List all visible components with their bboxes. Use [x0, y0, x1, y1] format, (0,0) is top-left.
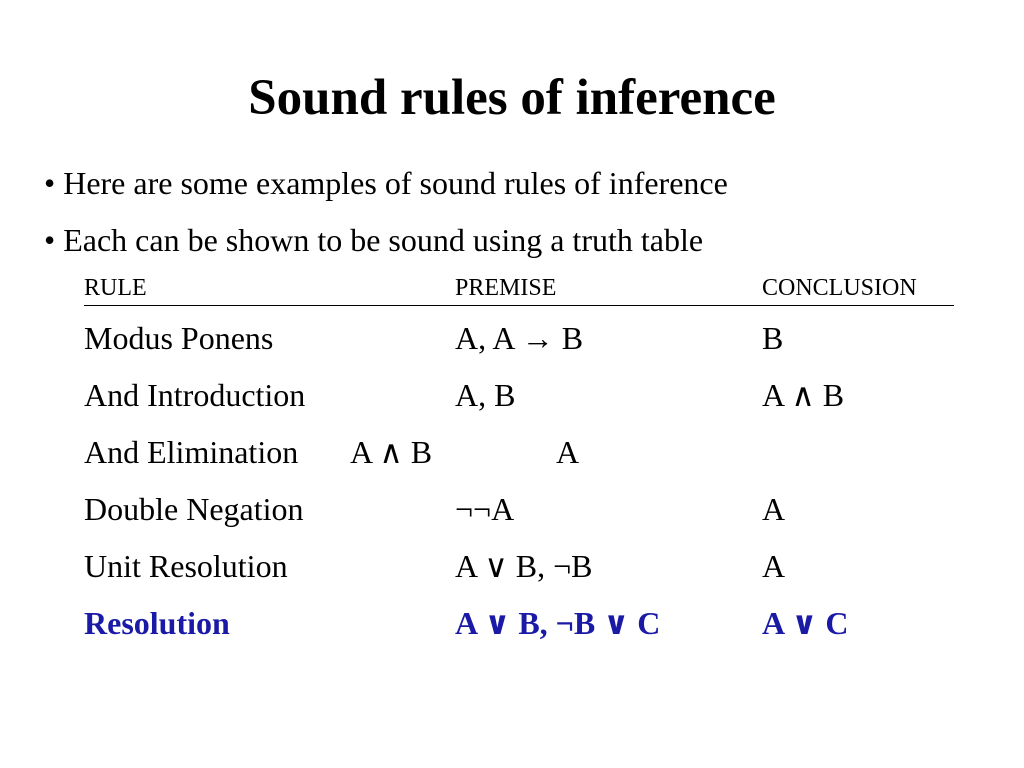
rule-conclusion: A	[556, 434, 580, 470]
table-row-unit-resolution	[84, 534, 954, 591]
bullet-marker: •	[44, 165, 56, 201]
rule-conclusion: A	[762, 548, 786, 584]
header-rule: RULE	[84, 275, 147, 301]
rule-premise: A ∧ B	[350, 434, 433, 470]
table-header	[84, 272, 954, 306]
bullet-text: Each can be shown to be sound using a truth table	[63, 222, 704, 258]
rule-premise: A, B	[455, 377, 516, 413]
bullet-text: Here are some examples of sound rules of inference	[63, 165, 728, 201]
rule-premise: ¬¬A	[455, 491, 515, 527]
inference-rules-table	[84, 272, 954, 648]
rule-conclusion: A	[762, 491, 786, 527]
rule-conclusion: A ∨ C	[762, 605, 849, 641]
rule-premise: A, A → B	[455, 320, 584, 356]
rule-name: Double Negation	[84, 491, 304, 527]
rule-premise: A ∨ B, ¬B ∨ C	[455, 605, 661, 641]
table-row-resolution	[84, 591, 954, 648]
bullet-list	[44, 164, 728, 278]
slide-title: Sound rules of inference	[248, 70, 776, 126]
bullet-marker: •	[44, 222, 56, 258]
table-row-and-elimination	[84, 420, 954, 477]
rule-name: And Introduction	[84, 377, 306, 413]
table-row-and-introduction	[84, 363, 954, 420]
bullet-item	[44, 164, 728, 221]
rule-name: And Elimination	[84, 434, 299, 470]
rule-conclusion: A ∧ B	[762, 377, 845, 413]
header-conclusion: CONCLUSION	[762, 275, 917, 301]
rule-premise: A ∨ B, ¬B	[455, 548, 593, 584]
rule-name: Unit Resolution	[84, 548, 288, 584]
header-premise: PREMISE	[455, 275, 557, 301]
rule-name: Resolution	[84, 605, 230, 641]
table-row-modus-ponens	[84, 306, 954, 363]
table-row-double-negation	[84, 477, 954, 534]
rule-name: Modus Ponens	[84, 320, 274, 356]
bullet-item	[44, 221, 728, 278]
rule-conclusion: B	[762, 320, 784, 356]
